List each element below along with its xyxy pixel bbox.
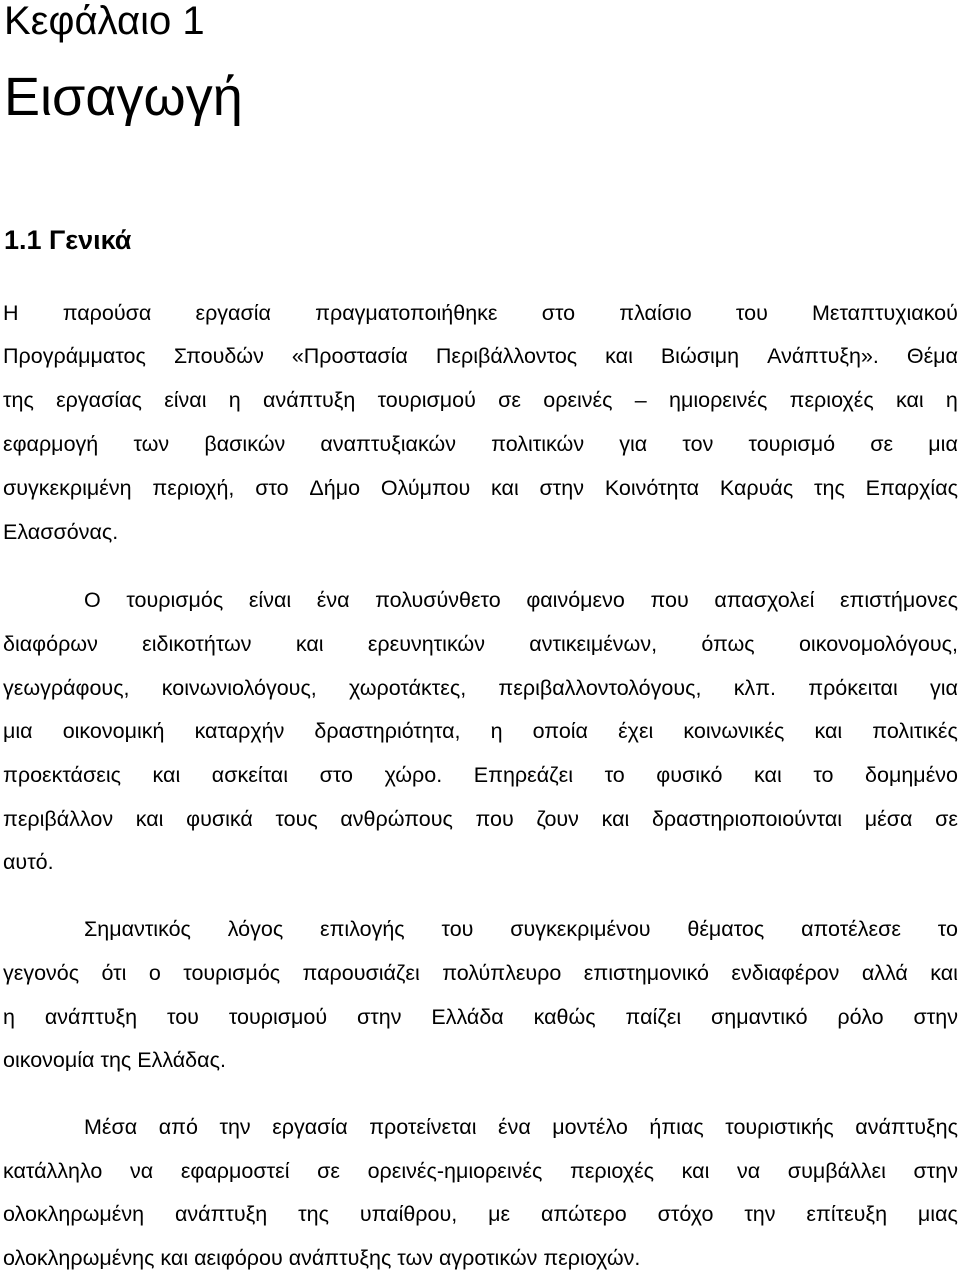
paragraph-line: εφαρμογή των βασικών αναπτυξιακών πολιτικών για τον τουρισμό σε μια bbox=[3, 432, 958, 456]
paragraph-line: της εργασίας είναι η ανάπτυξη τουρισμού σε ορεινές – ημιορεινές περιοχές και η bbox=[3, 388, 958, 412]
paragraph-line: γεωγράφους, κοινωνιολόγους, χωροτάκτες, περιβαλλοντολόγους, κλπ. πρόκειται για bbox=[3, 676, 958, 700]
paragraph-line: οικονομία της Ελλάδας. bbox=[3, 1048, 226, 1072]
paragraph-line: περιβάλλον και φυσικά τους ανθρώπους που ζουν και δραστηριοποιούνται μέσα σε bbox=[3, 807, 958, 831]
chapter-title: Εισαγωγή bbox=[4, 67, 243, 127]
chapter-label: Κεφάλαιο 1 bbox=[4, 0, 205, 43]
paragraph-line: διαφόρων ειδικοτήτων και ερευνητικών αντικειμένων, όπως οικονομολόγους, bbox=[3, 632, 958, 656]
paragraph-line: Ελασσόνας. bbox=[3, 520, 119, 544]
paragraph-line: Σημαντικός λόγος επιλογής του συγκεκριμένου θέματος αποτέλεσε το bbox=[84, 917, 958, 941]
section-heading: 1.1 Γενικά bbox=[4, 225, 132, 255]
paragraph-line: Η παρούσα εργασία πραγματοποιήθηκε στο πλαίσιο του Μεταπτυχιακού bbox=[3, 301, 958, 325]
paragraph-line: Μέσα από την εργασία προτείνεται ένα μοντέλο ήπιας τουριστικής ανάπτυξης bbox=[84, 1115, 958, 1139]
paragraph-line: κατάλληλο να εφαρμοστεί σε ορεινές-ημιορεινές περιοχές και να συμβάλλει στην bbox=[3, 1159, 958, 1183]
paragraph-line: Προγράμματος Σπουδών «Προστασία Περιβάλλοντος και Βιώσιμη Ανάπτυξη». Θέμα bbox=[3, 344, 958, 368]
paragraph-line: προεκτάσεις και ασκείται στο χώρο. Επηρεάζει το φυσικό και το δομημένο bbox=[3, 763, 958, 787]
paragraph-line: αυτό. bbox=[3, 850, 54, 874]
paragraph-line: Ο τουρισμός είναι ένα πολυσύνθετο φαινόμενο που απασχολεί επιστήμονες bbox=[84, 588, 958, 612]
paragraph-line: η ανάπτυξη του τουρισμού στην Ελλάδα καθώς παίζει σημαντικό ρόλο στην bbox=[3, 1005, 958, 1029]
paragraph-line: ολοκληρωμένη ανάπτυξη της υπαίθρου, με απώτερο στόχο την επίτευξη μιας bbox=[3, 1202, 958, 1226]
paragraph-line: μια οικονομική καταρχήν δραστηριότητα, η οποία έχει κοινωνικές και πολιτικές bbox=[3, 719, 958, 743]
paragraph-line: ολοκληρωμένης και αειφόρου ανάπτυξης των αγροτικών περιοχών. bbox=[3, 1246, 641, 1270]
paragraph-line: γεγονός ότι ο τουρισμός παρουσιάζει πολύπλευρο επιστημονικό ενδιαφέρον αλλά και bbox=[3, 961, 958, 985]
paragraph-line: συγκεκριμένη περιοχή, στο Δήμο Ολύμπου και στην Κοινότητα Καρυάς της Επαρχίας bbox=[3, 476, 958, 500]
